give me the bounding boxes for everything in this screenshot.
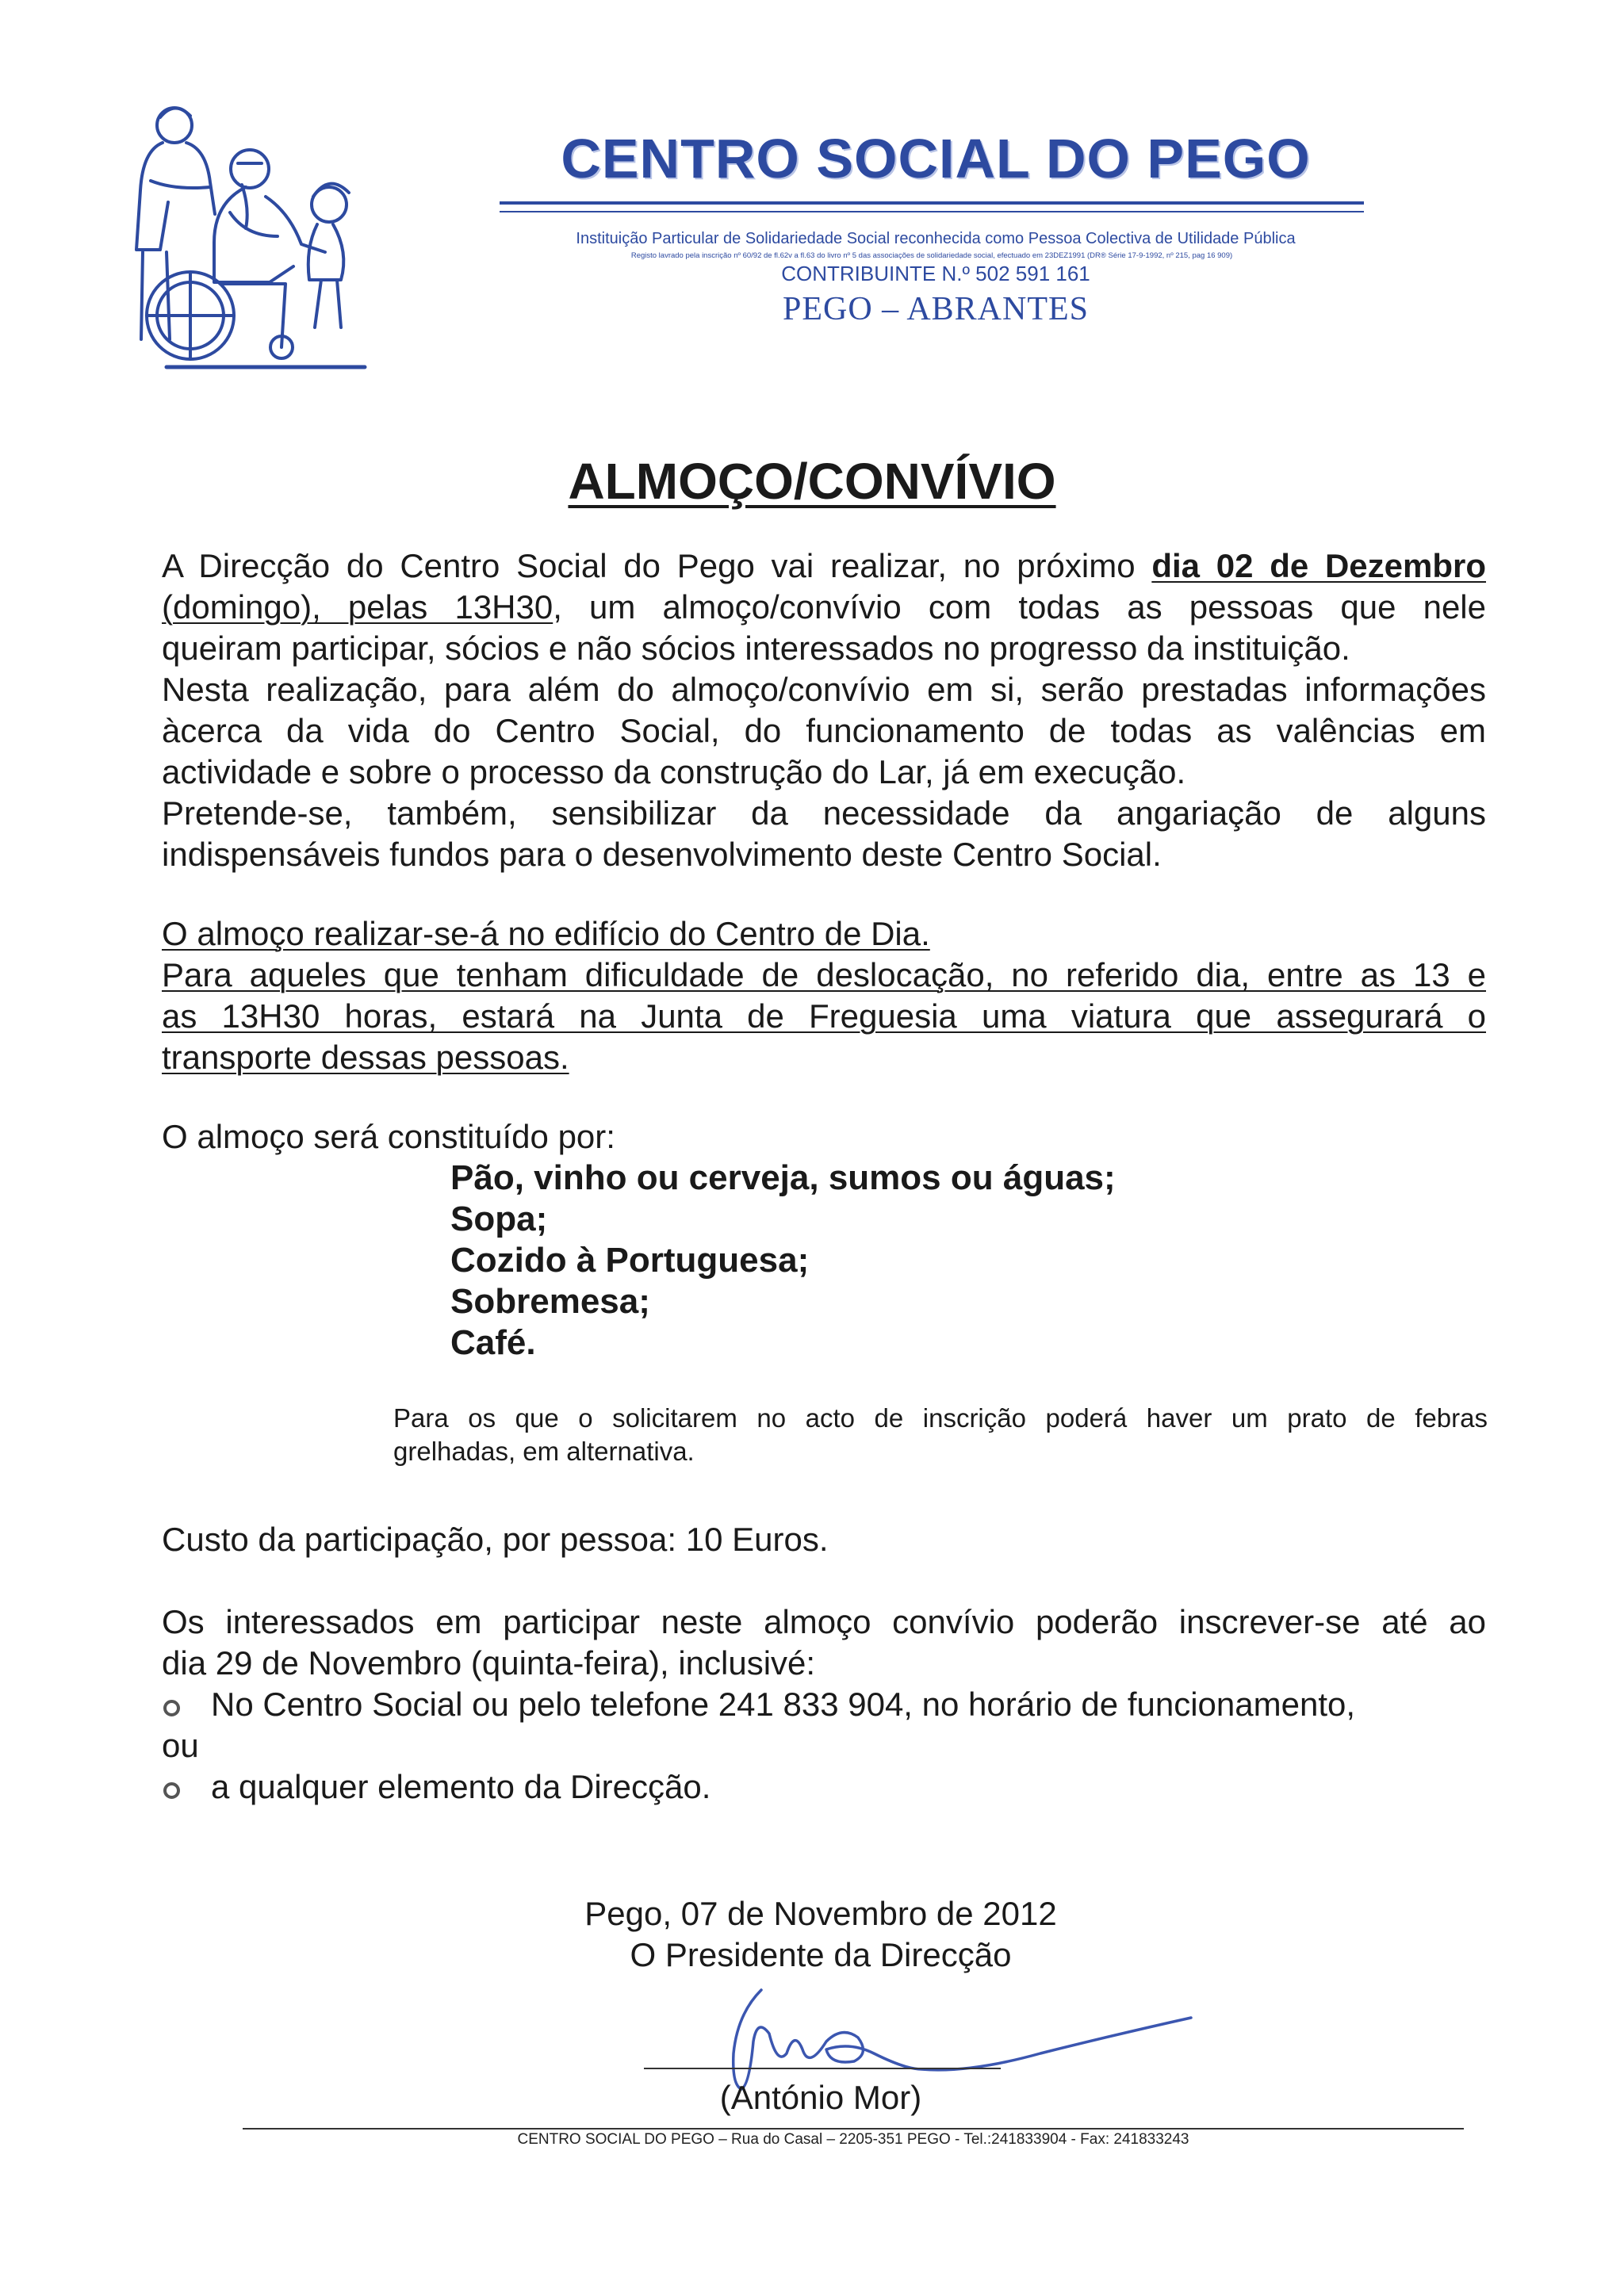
closing-date: Pego, 07 de Novembro de 2012 [584, 1895, 1057, 1932]
signatory-name: (António Mor) [719, 2079, 922, 2116]
title-rule [500, 201, 1364, 205]
document-title [0, 452, 1624, 511]
paragraph-line: dia 29 de Novembro (quinta-feira), inclusivé: [162, 1644, 816, 1682]
event-date: dia 02 de Dezembro [1151, 547, 1486, 584]
paragraph-line: Os interessados em participar neste almoço convívio poderão inscrever-se até ao [162, 1603, 1486, 1640]
menu-item: Sopa; [450, 1200, 548, 1238]
text-run: A Direcção do Centro Social do Pego vai realizar, no próximo [162, 547, 1152, 584]
paragraph-line: Para aqueles que tenham dificuldade de deslocação, no referido dia, entre as 13 e [162, 956, 1486, 993]
menu-list [450, 1158, 1116, 1364]
text-run: , um almoço/convívio com todas as pessoas que nele [553, 588, 1486, 626]
menu-item: Café. [450, 1323, 536, 1362]
note-line: grelhadas, em alternativa. [393, 1437, 695, 1466]
paragraph-line: Nesta realização, para além do almoço/convívio em si, serão prestadas informações [162, 671, 1486, 708]
paragraph-line: indispensáveis fundos para o desenvolvimento deste Centro Social. [162, 836, 1162, 873]
registration-option: a qualquer elemento da Direcção. [211, 1768, 711, 1805]
paragraph-line: as 13H30 horas, estará na Junta de Freguesia uma viatura que assegurará o [162, 997, 1486, 1035]
taxpayer-number: CONTRIBUINTE N.º 502 591 161 [781, 262, 1090, 285]
paragraph-line: queiram participar, sócios e não sócios interessados no progresso da instituição. [162, 629, 1350, 667]
paragraph-line: transporte dessas pessoas. [162, 1039, 569, 1076]
organization-name: CENTRO SOCIAL DO PEGO [561, 128, 1311, 189]
event-time: (domingo), pelas 13H30 [162, 588, 553, 626]
bullet-icon [163, 1782, 180, 1799]
institution-description: Instituição Particular de Solidariedade Social reconhecida como Pessoa Colectiva de Utilidade Pública [576, 230, 1296, 247]
paragraph-line: àcerca da vida do Centro Social, do funcionamento de todas as valências em [162, 712, 1486, 749]
registration-option: No Centro Social ou pelo telefone 241 833 904, no horário de funcionamento, [211, 1686, 1356, 1723]
or-connector: ou [162, 1727, 199, 1764]
menu-item: Pão, vinho ou cerveja, sumos ou águas; [450, 1158, 1116, 1197]
signature-line [644, 2068, 1001, 2069]
paragraph-line: actividade e sobre o processo da construção do Lar, já em execução. [162, 753, 1186, 790]
document-title-text: ALMOÇO/CONVÍVIO [568, 453, 1056, 510]
participation-cost: Custo da participação, por pessoa: 10 Euros. [162, 1521, 829, 1558]
signatory-role: O Presidente da Direcção [630, 1936, 1012, 1973]
bullet-icon [163, 1700, 180, 1716]
note-line: Para os que o solicitarem no acto de inscrição poderá haver um prato de febras [393, 1403, 1488, 1433]
title-rule [500, 211, 1364, 212]
caregivers-wheelchair-logo-icon [119, 94, 381, 379]
menu-intro: O almoço será constituído por: [162, 1118, 615, 1155]
footer-contact: CENTRO SOCIAL DO PEGO – Rua do Casal – 2205-351 PEGO - Tel.:241833904 - Fax: 241833243 [517, 2131, 1189, 2148]
paragraph-line: O almoço realizar-se-á no edifício do Centro de Dia. [162, 915, 930, 952]
registration-note: Registo lavrado pela inscrição nº 60/92 de fl.62v a fl.63 do livro nº 5 das associações de solidariedade social, efectuado em 23DEZ1991 (DR® Série 17-9-1992, nº 215, pag 16 909) [630, 251, 1233, 260]
handwritten-signature [714, 1974, 1221, 2093]
menu-item: Sobremesa; [450, 1282, 650, 1321]
menu-item: Cozido à Portuguesa; [450, 1241, 810, 1280]
alternative-dish-note [393, 1402, 1488, 1468]
registration-paragraph [162, 1601, 1486, 1684]
location-paragraph [162, 913, 1486, 1078]
paragraph-line: Pretende-se, também, sensibilizar da necessidade da angariação de alguns [162, 794, 1486, 832]
location-heading: PEGO – ABRANTES [782, 291, 1090, 327]
intro-paragraph [162, 545, 1486, 875]
footer-rule [243, 2128, 1464, 2130]
